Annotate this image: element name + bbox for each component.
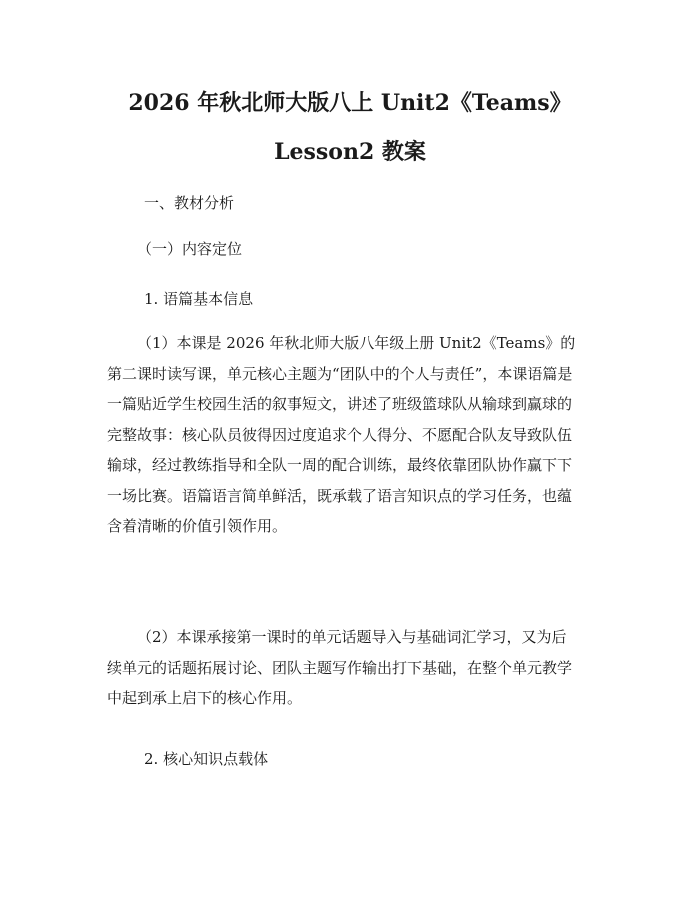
- section-heading: 一、教材分析: [144, 194, 235, 212]
- document-title-line2: Lesson2 教案: [274, 139, 426, 165]
- document-title-line1: 2026 年秋北师大版八上 Unit2《Teams》: [128, 90, 572, 116]
- item2-heading: 2. 核心知识点载体: [144, 750, 269, 768]
- item1-heading: 1. 语篇基本信息: [144, 290, 254, 308]
- paragraph-1: （1）本课是 2026 年秋北师大版八年级上册 Unit2《Teams》的第二课时读写课，单元核心主题为“团队中的个人与责任”，本课语篇是一篇贴近学生校园生活的叙事短文，讲述了班级篮球队从输球到赢球的完整故事：核心队员彼得因过度追求个人得分、不愿配合队友导致队伍输球，经过教练指导和全队一周的配合训练，最终依靠团队协作赢下下一场比赛。语篇语言简单鲜活，既承载了语言知识点的学习任务，也蕴含着清晰的价值引领作用。: [107, 334, 576, 535]
- subsection-heading: （一）内容定位: [137, 240, 243, 258]
- paragraph-2: （2）本课承接第一课时的单元话题导入与基础词汇学习，又为后续单元的话题拓展讨论、团队主题写作输出打下基础，在整个单元教学中起到承上启下的核心作用。: [107, 628, 573, 707]
